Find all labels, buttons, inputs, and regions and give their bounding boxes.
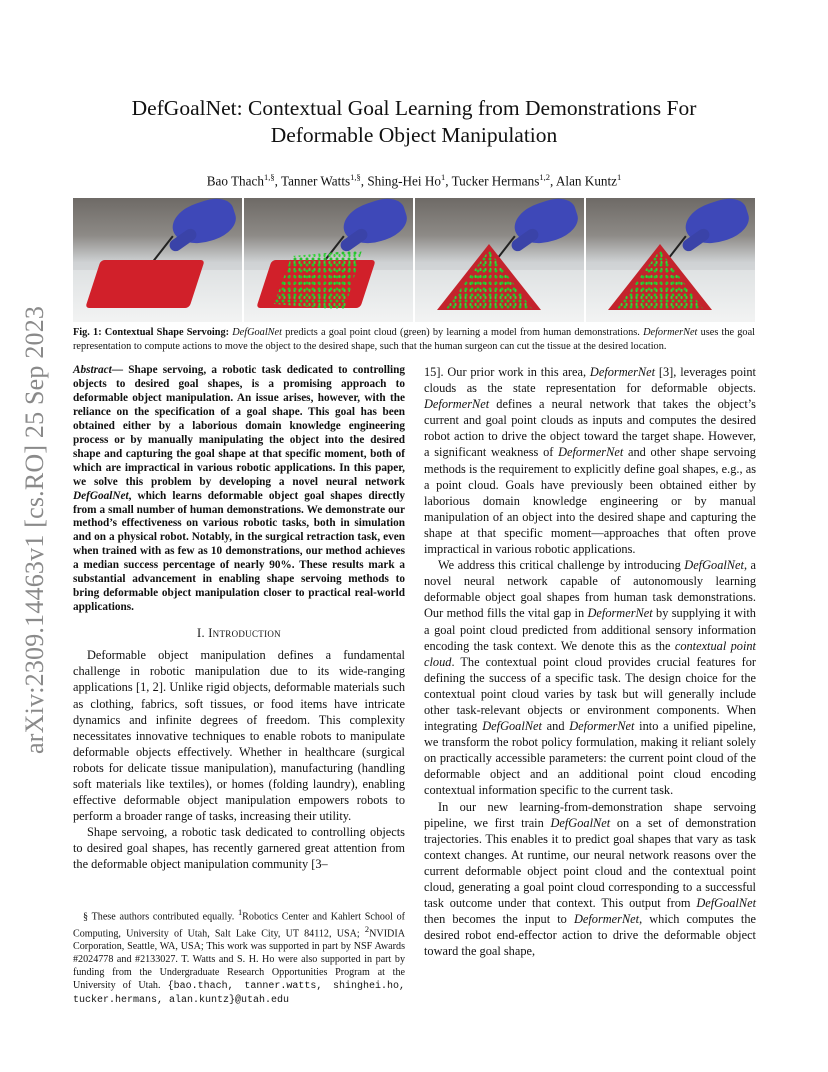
left-column [73, 364, 405, 873]
author-name: Alan Kuntz [555, 173, 618, 189]
paragraph: Shape servoing, a robotic task dedicated to controlling objects to desired goal shapes, has recently garnered great attention from the deformable object manipulation community [3– [73, 825, 405, 872]
abstract [73, 364, 405, 615]
photo-panel-1 [73, 198, 242, 322]
author-emails: {bao.thach, tanner.watts, shinghei.ho, tucker.hermans, alan.kuntz}@utah.edu [73, 980, 405, 1006]
footnote [73, 907, 405, 1007]
photo-panel-4 [586, 198, 755, 322]
title-line-2: Deformable Object Manipulation [270, 123, 558, 147]
author-affiliation: 1,§ [350, 172, 361, 182]
caption-term: DefGoalNet [232, 327, 282, 338]
section-heading [73, 625, 405, 641]
figure-caption [73, 326, 755, 353]
abstract-text: — Shape servoing, a robotic task dedicated to controlling objects to desired goal shapes, is a promising approach to deformable object manipulation. An issue arises, however, with the reliance on the specification of a goal shape. This goal has been obtained either by a laborious domain knowledge engineering process or by manually manipulating the object into the desired shape and capturing the goal shape at that specific moment, both of which are impractical in various robotic applications. In this paper, we solve this problem by developing a novel neural network [73, 364, 405, 488]
footnote-text: NVIDIA Corporation, Seattle, WA, USA; This work was supported in part by NSF Awards #2024778 and #2133027. T. Watts and S. H. Ho were also supported in part by funding from the Undergraduate Research Opportunities Program at the University of Utah. [73, 928, 405, 991]
right-column [424, 364, 756, 959]
abstract-label: Abstract [73, 364, 112, 376]
paper-title [90, 95, 738, 149]
footnote-sup: 1 [237, 908, 243, 917]
paragraph: Deformable object manipulation defines a fundamental challenge in robotic manipulation due to its wide-ranging applications [1, 2]. Unlike rigid objects, deformable materials such as clothing, fabrics, soft tissues, or food items have intricate dynamics and infinite degrees of freedom. This complexity necessitates innovative techniques to enable robots to manipulate deformable objects effectively. Whether in healthcare (surgical robots for delicate tissue manipulation), manufacturing (handling soft materials like textiles), or homes (folding laundry), enabling effective deformable object manipulation empowers robots to perform a broader range of tasks, increasing their utility. [73, 648, 405, 824]
paragraph: We address this critical challenge by introducing DefGoalNet, a novel neural network capable of autonomously learning deformable object goal shapes from human task demonstrations. Our method fills the vital gap in DeformerNet by supplying it with a goal point cloud predicted from additional sensory information encoding the task context. We denote this as the contextual point cloud. The contextual point cloud provides crucial features for defining the success of a specific task. The design choice for the contextual point cloud varies by task but will generally include other task-relevant objects or environment components. When integrating DefGoalNet and DeformerNet into a unified pipeline, we transform the robot policy formulation, making it reliant solely on practically accessible parameters: the current point cloud of the deformable object and an additional point cloud encoding contextual information specific to the current task. [424, 558, 756, 798]
abstract-term: DefGoalNet [73, 489, 129, 502]
photo-panel-2 [244, 198, 413, 322]
arxiv-identifier: arXiv:2309.14463v1 [cs.RO] 25 Sep 2023 [20, 305, 49, 755]
author-name: Tanner Watts [280, 173, 351, 189]
footnote-text: § These authors contributed equally. [83, 911, 235, 923]
abstract-text: , which learns deformable object goal shapes directly from a small number of human demonstrations. We demonstrate our method’s effectiveness on various robotic tasks, both in simulation and on a physical robot. Notably, in the surgical retraction task, even when trained with as few as 10 demonstrations, our method achieves a median success percentage of nearly 90%. These results mark a substantial advancement in enabling shape servoing methods to bring deformable object manipulation closer to practical real-world applications. [73, 489, 405, 614]
author-affiliation: 1,2 [539, 172, 550, 182]
section-title: Introduction [208, 626, 281, 641]
caption-term: DeformerNet [643, 327, 698, 338]
footnote-text: Robotics Center and Kahlert School of Computing, University of Utah, Salt Lake City, UT 84112, USA; [73, 911, 405, 940]
caption-text: predicts a goal point cloud (green) by learning a model from human demonstrations. [285, 327, 640, 338]
paragraph: 15]. Our prior work in this area, DeformerNet [3], leverages point clouds as the state representation for deformable objects. DeformerNet defines a neural network that takes the object’s current and goal point clouds as inputs and computes the desired robot action to drive the object toward the target shape. However, a significant weakness of DeformerNet and other shape servoing methods is the requirement to explicitly define goal shapes, e.g., as a point cloud. Goals have previously been obtained either by laborious domain knowledge engineering or by manual manipulation of an object into the desired shape and capturing the shape at that specific moment—approaches that often prove impractical in various robotic applications. [424, 365, 756, 557]
author-name: Bao Thach [206, 173, 264, 189]
author-name: Shing-Hei Ho [367, 173, 441, 189]
author-affiliation: 1,§ [263, 172, 275, 182]
caption-text: uses the goal representation to compute actions to move the object to the desired shape, such that the human surgeon can cut the tissue at the desired location. [73, 327, 755, 352]
author-name: Tucker Hermans [451, 173, 540, 189]
author-list: Bao Thach$^{1,\S}$, Tanner Watts$^{1,\S}$, Shing-Hei Ho$^1$, Tucker Hermans$^{1,2}$, Alan Kuntz$^1$ [206, 172, 622, 189]
author-affiliation: 1 [440, 172, 446, 182]
title-line-1: DefGoalNet: Contextual Goal Learning from Demonstrations For [131, 96, 697, 120]
author-affiliation: 1 [617, 172, 622, 182]
footnote-sup: 2 [364, 925, 370, 935]
photo-panel-3 [415, 198, 584, 322]
paragraph: In our new learning-from-demonstration shape servoing pipeline, we first train DefGoalNet on a set of demonstration trajectories. This enables it to predict goal shapes that vary as task context changes. At runtime, our neural network reasons over the current deformable object point cloud and the contextual point cloud, generating a goal point cloud corresponding to a successful task outcome under that context. This output from DefGoalNet then becomes the input to DeformerNet, which computes the desired robot end-effector action to drive the deformable object toward the goal shape, [424, 799, 756, 959]
section-number: I. [197, 626, 205, 641]
caption-label: Fig. 1: Contextual Shape Servoing: [73, 327, 230, 338]
figure-1-photos [73, 198, 755, 322]
